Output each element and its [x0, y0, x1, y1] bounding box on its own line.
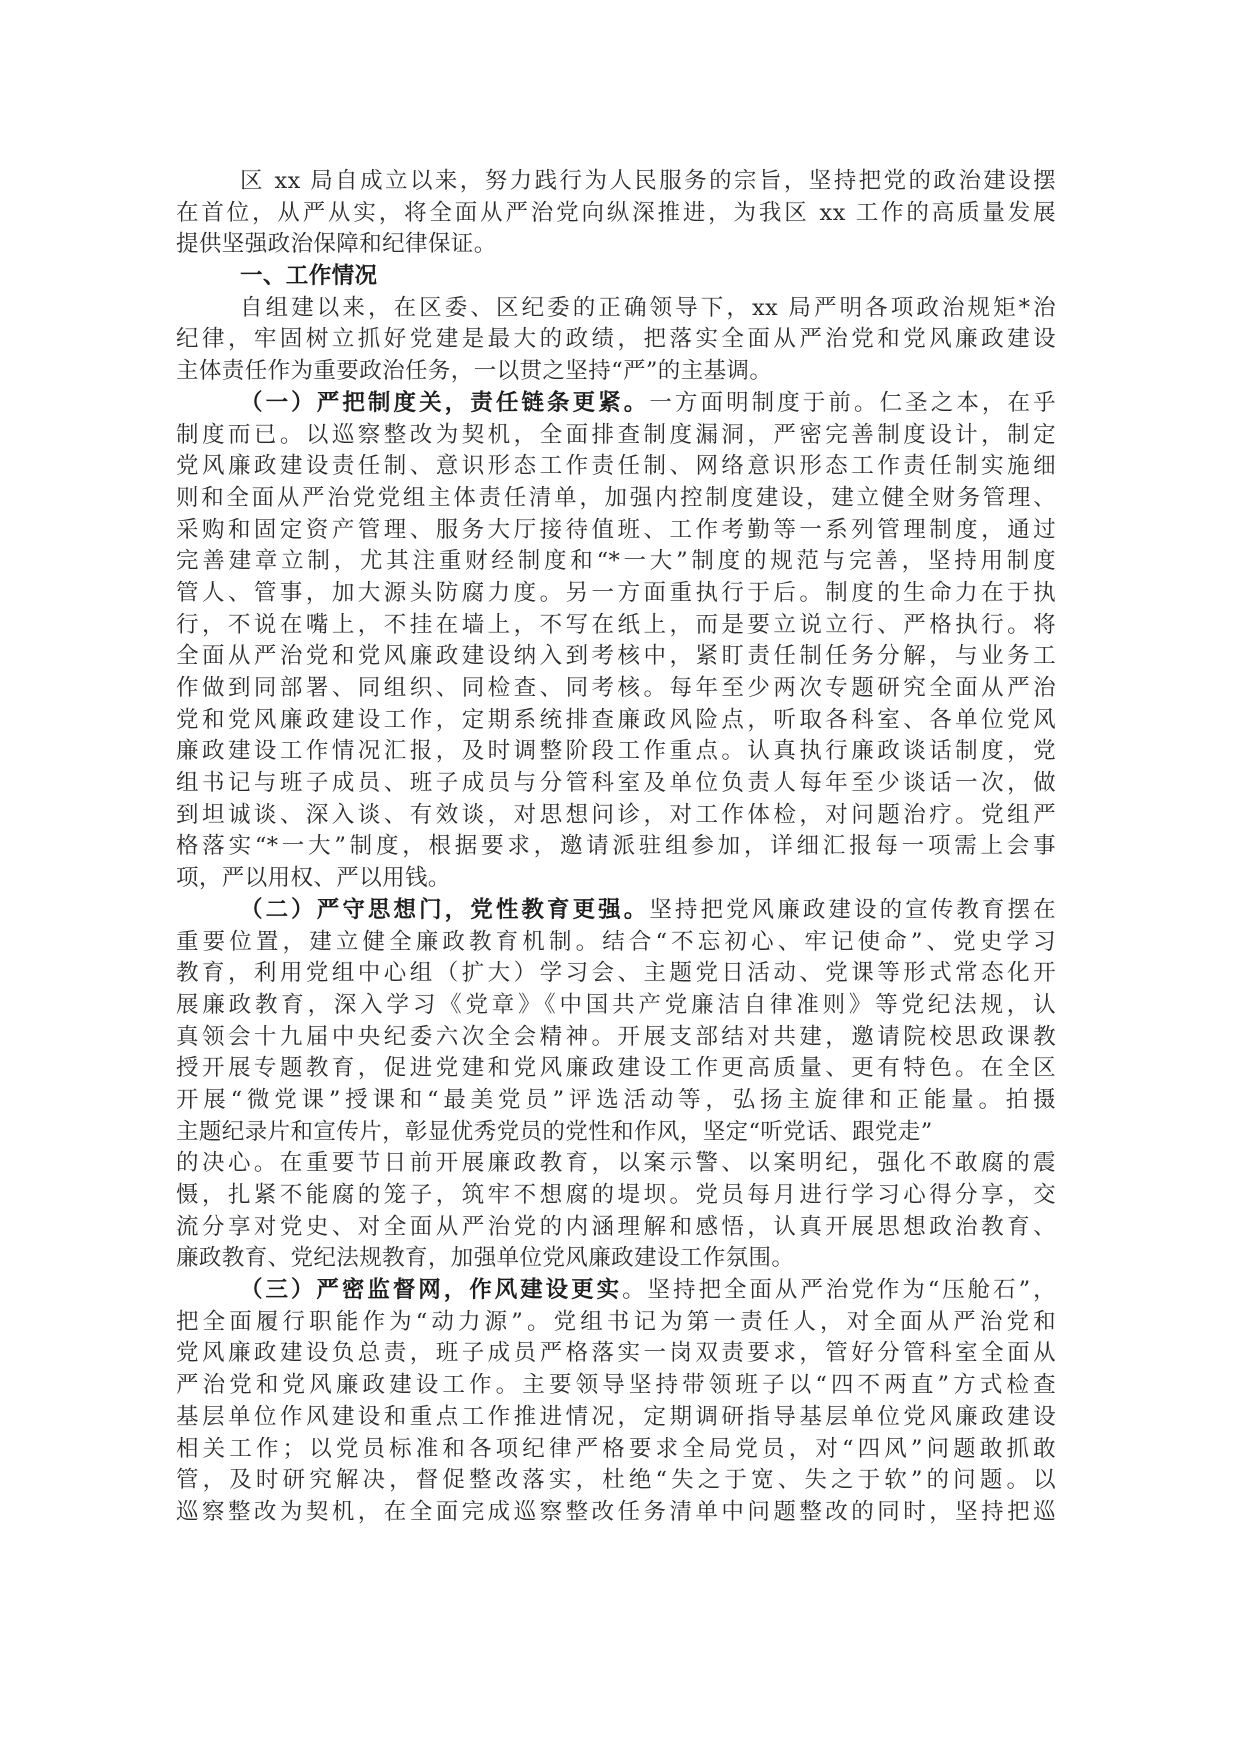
text-line: 党风廉政建设责任制、意识形态工作责任制、网络意识形态工作责任制实施细 [176, 453, 1056, 480]
subsection-1-heading: （一）严把制度关，责任链条更紧。 [240, 389, 650, 416]
text-line: 开展“微党课”授课和“最美党员”评选活动等，弘扬主旋律和正能量。拍摄 [176, 1086, 1056, 1113]
subsection-3-paragraph [176, 1275, 1056, 1529]
text-line: 授开展专题教育，促进党建和党风廉政建设工作更高质量、更有特色。在全区 [176, 1055, 1056, 1082]
text-line: 提供坚强政治保障和纪律保证。 [176, 231, 497, 258]
section-heading: 一、工作情况 [240, 263, 378, 290]
text-line: 到坦诚谈、深入谈、有效谈，对思想问诊，对工作体检，对问题治疗。党组严 [176, 801, 1056, 828]
text-line: 流分享对党史、对全面从严治党的内涵理解和感悟，认真开展思想政治教育、 [176, 1213, 1056, 1240]
text-line: 管人、管事，加大源头防腐力度。另一方面重执行于后。制度的生命力在于执 [176, 579, 1056, 606]
text-line: 相关工作；以党员标准和各项纪律严格要求全局党员，对“四风”问题敢抓敢 [176, 1435, 1056, 1462]
intro-paragraph [176, 166, 1056, 261]
text-line: 纪律，牢固树立抓好党建是最大的政绩，把落实全面从严治党和党风廉政建设 [176, 326, 1056, 353]
text-line: 全面从严治党和党风廉政建设纳入到考核中，紧盯责任制任务分解，与业务工 [176, 643, 1056, 670]
text-run: 一方面明制度于前。仁圣之本，在乎 [649, 389, 1056, 416]
text-run: 。坚持把全面从严治党作为“压舱石”， [622, 1277, 1056, 1304]
subsection-2-heading: （二）严守思想门，党性教育更强。 [240, 896, 650, 923]
text-line: 管，及时研究解决，督促整改落实，杜绝“失之于宽、失之于软”的问题。以 [176, 1467, 1056, 1494]
subsection-3-heading: （三）严密监督网，作风建设更实 [240, 1277, 623, 1304]
subsection-2-paragraph [176, 895, 1056, 1275]
text-line [176, 388, 1056, 420]
text-line [176, 895, 1056, 927]
text-line: 巡察整改为契机，在全面完成巡察整改任务清单中问题整改的同时，坚持把巡 [176, 1498, 1056, 1525]
text-line: 制度而已。以巡察整改为契机，全面排查制度漏洞，严密完善制度设计，制定 [176, 421, 1056, 448]
text-line: 作做到同部署、同组织、同检查、同考核。每年至少两次专题研究全面从严治 [176, 675, 1056, 701]
text-line: 廉政教育、党纪法规教育，加强单位党风廉政建设工作氛围。 [176, 1245, 795, 1272]
text-line: 完善建章立制，尤其注重财经制度和“*一大”制度的规范与完善，坚持用制度 [176, 548, 1056, 575]
text-line: 基层单位作风建设和重点工作推进情况，定期调研指导基层单位党风廉政建设 [176, 1403, 1056, 1430]
text-line: 慑，扎紧不能腐的笼子，筑牢不想腐的堤坝。党员每月进行学习心得分享，交 [176, 1182, 1056, 1208]
text-line: 采购和固定资产管理、服务大厅接待值班、工作考勤等一系列管理制度，通过 [176, 516, 1056, 543]
text-line: 真领会十九届中央纪委六次全会精神。开展支部结对共建，邀请院校思政课教 [176, 1023, 1056, 1050]
text-line: 党风廉政建设负总责，班子成员严格落实一岗双责要求，管好分管科室全面从 [176, 1340, 1056, 1367]
text-line: 教育，利用党组中心组（扩大）学习会、主题党日活动、党课等形式常态化开 [176, 960, 1056, 987]
subsection-1-paragraph [176, 388, 1056, 895]
text-line: 严治党和党风廉政建设工作。主要领导坚持带领班子以“四不两直”方式检查 [176, 1372, 1056, 1399]
text-line: 党和党风廉政建设工作，定期系统排查廉政风险点，听取各科室、各单位党风 [176, 706, 1056, 733]
text-line: 则和全面从严治党党组主体责任清单，加强内控制度建设，建立健全财务管理、 [176, 484, 1056, 511]
text-line: 主体责任作为重要政治任务，一以贯之坚持“严”的主基调。 [176, 358, 773, 385]
text-line: 组书记与班子成员、班子成员与分管科室及单位负责人每年至少谈话一次，做 [176, 770, 1056, 797]
text-line: 重要位置，建立健全廉政教育机制。结合“不忘初心、牢记使命”、党史学习 [176, 928, 1056, 955]
text-line: 的决心。在重要节日前开展廉政教育，以案示警、以案明纪，强化不敢腐的震 [176, 1150, 1056, 1177]
text-line: 区 xx 局自成立以来，努力践行为人民服务的宗旨，坚持把党的政治建设摆 [240, 168, 1056, 194]
text-line: 展廉政教育，深入学习《党章》《中国共产党廉洁自律准则》等党纪法规，认 [176, 991, 1056, 1018]
section-intro-paragraph [176, 293, 1056, 388]
text-line: 自组建以来，在区委、区纪委的正确领导下，xx 局严明各项政治规矩*治 [240, 294, 1056, 321]
text-run: 坚持把党风廉政建设的宣传教育摆在 [649, 896, 1056, 923]
text-line: 把全面履行职能作为“动力源”。党组书记为第一责任人，对全面从严治党和 [176, 1308, 1056, 1335]
text-line: 项，严以用权、严以用钱。 [176, 865, 451, 892]
document-page [176, 166, 1056, 1529]
text-line: 廉政建设工作情况汇报，及时调整阶段工作重点。认真执行廉政谈话制度，党 [176, 738, 1056, 765]
text-line: 在首位，从严从实，将全面从严治党向纵深推进，为我区 xx 工作的高质量发展 [176, 199, 1056, 226]
text-line: 主题纪录片和宣传片，彰显优秀党员的党性和作风，坚定“听党话、跟党走” [176, 1118, 933, 1145]
text-line [176, 1275, 1056, 1307]
text-line: 行，不说在嘴上，不挂在墙上，不写在纸上，而是要立说立行、严格执行。将 [176, 611, 1056, 638]
text-line: 格落实“*一大”制度，根据要求，邀请派驻组参加，详细汇报每一项需上会事 [176, 833, 1056, 860]
